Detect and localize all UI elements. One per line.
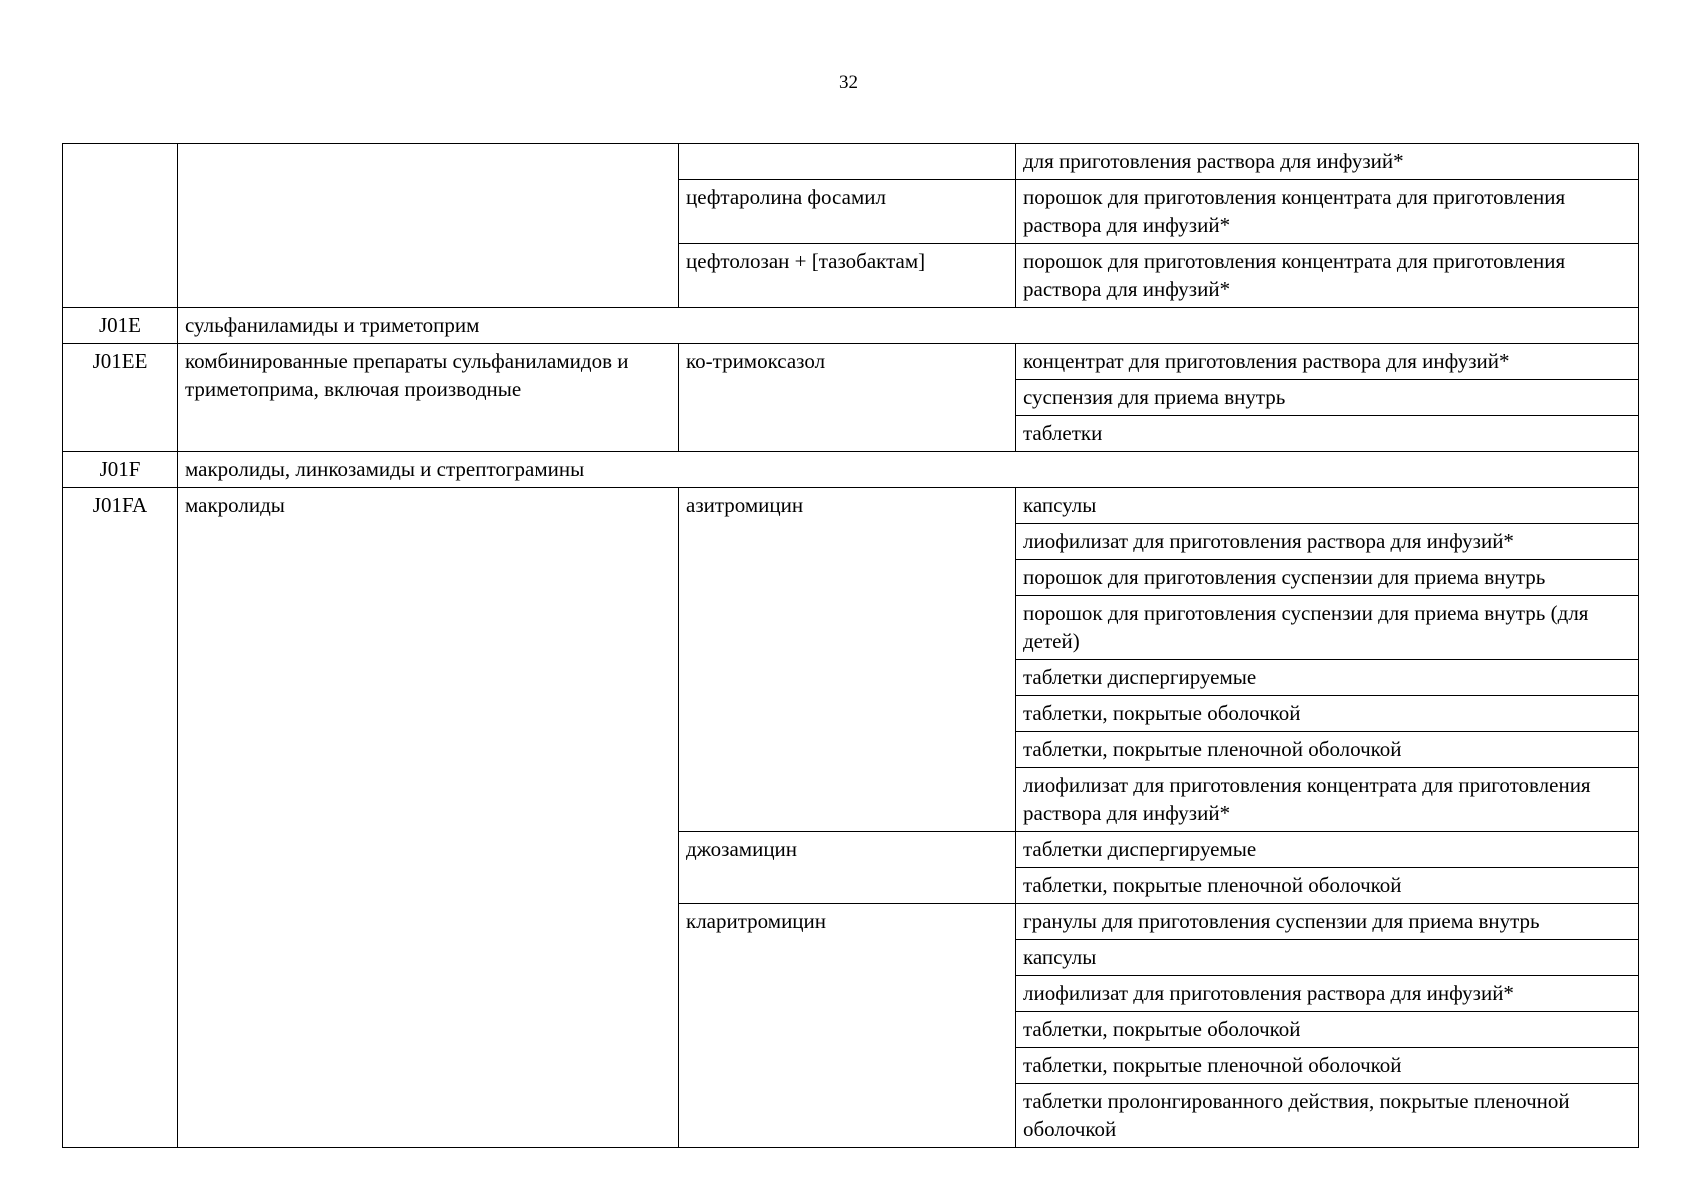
- atc-code-cell: [63, 144, 178, 308]
- dosage-form-cell: лиофилизат для приготовления концентрата для приготовления раствора для инфузий*: [1016, 768, 1639, 832]
- group-cell: комбинированные препараты сульфаниламидов и триметоприма, включая производные: [178, 344, 679, 452]
- dosage-form-cell: таблетки: [1016, 416, 1639, 452]
- drug-cell: [679, 144, 1016, 180]
- dosage-form-cell: концентрат для приготовления раствора для инфузий*: [1016, 344, 1639, 380]
- dosage-form-cell: капсулы: [1016, 940, 1639, 976]
- page-number: 32: [839, 72, 858, 93]
- drug-cell: джозамицин: [679, 832, 1016, 904]
- dosage-form-cell: таблетки диспергируемые: [1016, 660, 1639, 696]
- dosage-form-cell: для приготовления раствора для инфузий*: [1016, 144, 1639, 180]
- table-row: [63, 488, 1639, 524]
- dosage-form-cell: порошок для приготовления концентрата для приготовления раствора для инфузий*: [1016, 180, 1639, 244]
- drug-cell: кларитромицин: [679, 904, 1016, 1148]
- drug-cell: цефтаролина фосамил: [679, 180, 1016, 244]
- group-cell: макролиды, линкозамиды и стрептограмины: [178, 452, 1639, 488]
- dosage-form-cell: капсулы: [1016, 488, 1639, 524]
- atc-code-cell: J01FA: [63, 488, 178, 1148]
- group-cell: макролиды: [178, 488, 679, 1148]
- dosage-form-cell: таблетки пролонгированного действия, покрытые пленочной оболочкой: [1016, 1084, 1639, 1148]
- dosage-form-cell: таблетки, покрытые оболочкой: [1016, 696, 1639, 732]
- dosage-form-cell: лиофилизат для приготовления раствора для инфузий*: [1016, 976, 1639, 1012]
- dosage-form-cell: лиофилизат для приготовления раствора для инфузий*: [1016, 524, 1639, 560]
- drug-table: [62, 143, 1639, 1148]
- dosage-form-cell: порошок для приготовления суспензии для приема внутрь (для детей): [1016, 596, 1639, 660]
- dosage-form-cell: таблетки, покрытые оболочкой: [1016, 1012, 1639, 1048]
- dosage-form-cell: таблетки, покрытые пленочной оболочкой: [1016, 1048, 1639, 1084]
- table-row: [63, 308, 1639, 344]
- dosage-form-cell: суспензия для приема внутрь: [1016, 380, 1639, 416]
- dosage-form-cell: порошок для приготовления суспензии для приема внутрь: [1016, 560, 1639, 596]
- group-cell: сульфаниламиды и триметоприм: [178, 308, 1639, 344]
- table-row: [63, 452, 1639, 488]
- atc-code-cell: J01F: [63, 452, 178, 488]
- table-row: [63, 144, 1639, 180]
- atc-code-cell: J01E: [63, 308, 178, 344]
- dosage-form-cell: порошок для приготовления концентрата для приготовления раствора для инфузий*: [1016, 244, 1639, 308]
- drug-cell: ко-тримоксазол: [679, 344, 1016, 452]
- table-row: [63, 344, 1639, 380]
- drug-cell: цефтолозан + [тазобактам]: [679, 244, 1016, 308]
- drug-cell: азитромицин: [679, 488, 1016, 832]
- dosage-form-cell: гранулы для приготовления суспензии для приема внутрь: [1016, 904, 1639, 940]
- group-cell: [178, 144, 679, 308]
- atc-code-cell: J01EE: [63, 344, 178, 452]
- dosage-form-cell: таблетки, покрытые пленочной оболочкой: [1016, 732, 1639, 768]
- dosage-form-cell: таблетки, покрытые пленочной оболочкой: [1016, 868, 1639, 904]
- dosage-form-cell: таблетки диспергируемые: [1016, 832, 1639, 868]
